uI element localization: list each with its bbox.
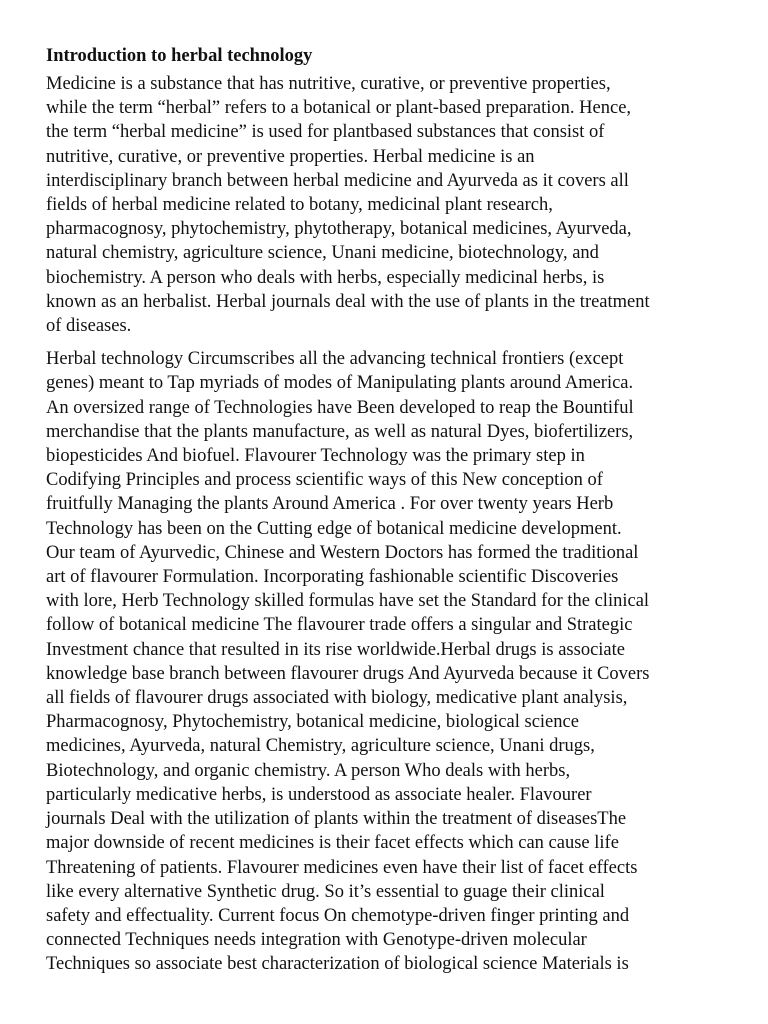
text-line: Herbal technology Circumscribes all the advancing technical frontiers (except (46, 349, 624, 370)
paragraph-2 (46, 347, 726, 976)
text-line: biochemistry. A person who deals with herbs, especially medicinal herbs, is (46, 267, 605, 288)
text-line: biopesticides And biofuel. Flavourer Technology was the primary step in (46, 446, 585, 467)
document-page (46, 44, 726, 986)
text-line: An oversized range of Technologies have Been developed to reap the Bountiful (46, 397, 634, 418)
text-line: of diseases. (46, 316, 132, 337)
text-line: Investment chance that resulted in its rise worldwide.Herbal drugs is associate (46, 639, 625, 660)
text-line: medicines, Ayurveda, natural Chemistry, agriculture science, Unani drugs, (46, 736, 595, 757)
text-line: all fields of flavourer drugs associated with biology, medicative plant analysis, (46, 688, 628, 709)
text-line: genes) meant to Tap myriads of modes of Manipulating plants around America. (46, 373, 634, 394)
text-line: journals Deal with the utilization of plants within the treatment of diseasesThe (46, 809, 627, 830)
text-line: art of flavourer Formulation. Incorporating fashionable scientific Discoveries (46, 567, 619, 588)
text-line: Biotechnology, and organic chemistry. A person Who deals with herbs, (46, 760, 571, 781)
text-line: Techniques so associate best characterization of biological science Materials is (46, 954, 629, 975)
text-line: major downside of recent medicines is their facet effects which can cause life (46, 833, 619, 854)
text-line: particularly medicative herbs, is understood as associate healer. Flavourer (46, 784, 592, 805)
text-line: merchandise that the plants manufacture, as well as natural Dyes, biofertilizers, (46, 421, 634, 442)
text-line: Codifying Principles and process scientific ways of this New conception of (46, 470, 603, 491)
text-line: Medicine is a substance that has nutritive, curative, or preventive properties, (46, 74, 611, 94)
text-line: like every alternative Synthetic drug. So it’s essential to guage their clinical (46, 881, 605, 902)
text-line: the term “herbal medicine” is used for plantbased substances that consist of (46, 122, 605, 143)
text-line: fields of herbal medicine related to botany, medicinal plant research, (46, 195, 553, 216)
text-line: connected Techniques needs integration with Genotype-driven molecular (46, 930, 587, 951)
paragraph-1 (46, 72, 726, 338)
text-line: follow of botanical medicine The flavourer trade offers a singular and Strategic (46, 615, 633, 636)
text-line: Pharmacognosy, Phytochemistry, botanical medicine, biological science (46, 712, 579, 733)
document-title: Introduction to herbal technology (46, 46, 313, 66)
text-line: interdisciplinary branch between herbal medicine and Ayurveda as it covers all (46, 170, 629, 191)
text-line: nutritive, curative, or preventive properties. Herbal medicine is an (46, 146, 535, 167)
text-line: fruitfully Managing the plants Around America . For over twenty years Herb (46, 494, 614, 515)
text-line: with lore, Herb Technology skilled formulas have set the Standard for the clinical (46, 591, 650, 612)
text-line: natural chemistry, agriculture science, Unani medicine, biotechnology, and (46, 243, 599, 264)
text-line: Our team of Ayurvedic, Chinese and Western Doctors has formed the traditional (46, 542, 639, 563)
text-line: while the term “herbal” refers to a botanical or plant-based preparation. Hence, (46, 98, 632, 119)
text-line: known as an herbalist. Herbal journals deal with the use of plants in the treatment (46, 291, 650, 312)
text-line: knowledge base branch between flavourer drugs And Ayurveda because it Covers (46, 663, 650, 684)
text-line: Technology has been on the Cutting edge of botanical medicine development. (46, 518, 622, 539)
text-line: safety and effectuality. Current focus On chemotype-driven finger printing and (46, 905, 630, 926)
document-body (46, 72, 726, 977)
text-line: pharmacognosy, phytochemistry, phytotherapy, botanical medicines, Ayurveda, (46, 219, 632, 240)
text-line: Threatening of patients. Flavourer medicines even have their list of facet effects (46, 857, 638, 878)
